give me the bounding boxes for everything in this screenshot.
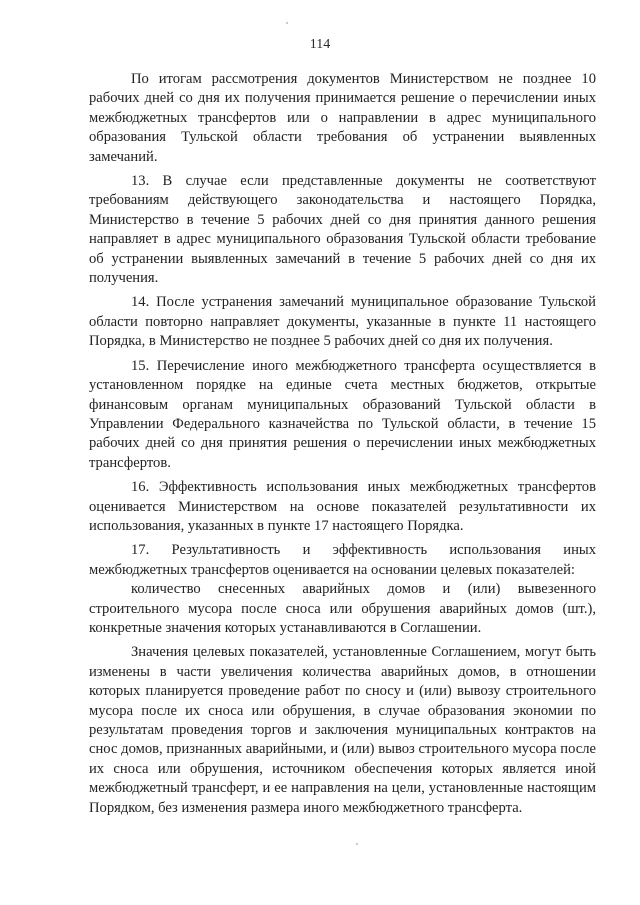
paragraph-17: 17. Результативность и эффективность использования иных межбюджетных трансфертов оценивается на основании целевых показателей:: [89, 542, 596, 578]
paragraph-review-decision: По итогам рассмотрения документов Министерством не позднее 10 рабочих дней со дня их получения принимается решение о перечислении иных межбюджетных трансфертов или о направлении в адрес муниципального образования Тульской области требования об устранении выявленных замечаний.: [89, 71, 596, 165]
page-number: 114: [309, 37, 331, 52]
paragraph-14: 14. После устранения замечаний муниципальное образование Тульской области повторно направляет документы, указанные в пункте 11 настоящего Порядка, в Министерство не позднее 5 рабочих дней со дня их получения.: [89, 294, 596, 350]
scan-speck: [356, 843, 358, 845]
paragraph-indicator: количество снесенных аварийных домов и (или) вывезенного строительного мусора после сноса или обрушения аварийных домов (шт.), конкретные значения которых устанавливаются в Соглашении.: [89, 581, 596, 636]
scan-speck: [286, 22, 288, 24]
paragraph-13: 13. В случае если представленные документы не соответствуют требованиям действующего законодательства и настоящего Порядка, Министерство в течение 5 рабочих дней со дня принятия данного решения направляет в адрес муниципального образования Тульской области требование об устранении выявленных замечаний в течение 5 рабочих дней со дня их получения.: [89, 173, 596, 287]
paragraph-indicator-values: Значения целевых показателей, установленные Соглашением, могут быть изменены в части увеличения количества аварийных домов, в отношении которых планируется проведение работ по сносу и (или) вывозу строительного мусора после их сноса или обрушения, в случае образования экономии по результатам проведения торгов и заключения муниципальных контрактов на снос домов, признанных аварийными, и (или) вывоз строительного мусора после их сноса или обрушения, источником обеспечения которых является иной межбюджетный трансферт, и ее направления на цели, установленные настоящим Порядком, без изменения размера иного межбюджетного трансферта.: [89, 644, 596, 816]
paragraph-15: 15. Перечисление иного межбюджетного трансферта осуществляется в установленном порядке на единые счета местных бюджетов, открытые финансовым органам муниципальных образований Тульской области в Управлении Федерального казначейства по Тульской области, в течение 15 рабочих дней со дня принятия решения о перечислении иных межбюджетных трансфертов.: [89, 357, 596, 471]
document-body: [89, 70, 596, 823]
paragraph-16: 16. Эффективность использования иных межбюджетных трансфертов оценивается Министерством на основе показателей результативности их использования, указанных в пункте 17 настоящего Порядка.: [89, 479, 596, 534]
